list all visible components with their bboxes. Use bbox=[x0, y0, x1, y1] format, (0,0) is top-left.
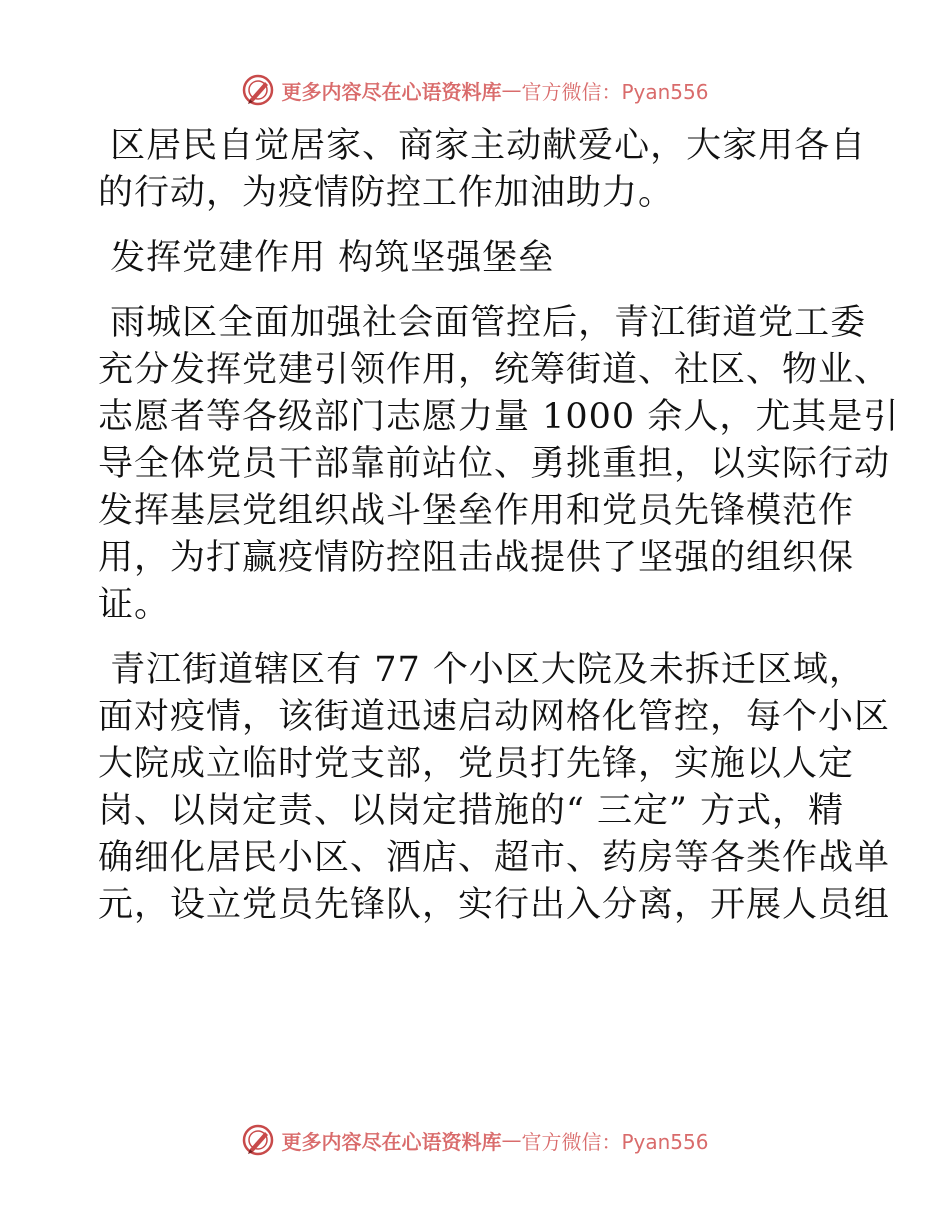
footer-banner bbox=[0, 1120, 950, 1160]
pen-logo-icon bbox=[241, 73, 275, 107]
para2-line-2: 充分发挥党建引领作用，统筹街道、社区、物业、 bbox=[98, 350, 891, 390]
section-heading: 发挥党建作用 构筑坚强堡垒 bbox=[98, 238, 555, 278]
para3-line-6: 元，设立党员先锋队，实行出入分离，开展人员组 bbox=[98, 885, 891, 925]
document-body bbox=[98, 123, 900, 929]
footer-site-text: 更多内容尽在心语资料库 bbox=[281, 1129, 502, 1154]
pen-logo-icon bbox=[241, 1123, 275, 1157]
header-dash: — bbox=[501, 78, 522, 102]
header-wechat-text: 官方微信：Pyan556 bbox=[521, 79, 709, 104]
header-banner bbox=[0, 70, 950, 110]
para3-line-2: 面对疫情，该街道迅速启动网格化管控，每个小区 bbox=[98, 697, 891, 737]
para3-line-3: 大院成立临时党支部，党员打先锋，实施以人定 bbox=[98, 744, 855, 784]
para2-line-3: 志愿者等各级部门志愿力量 1000 余人，尤其是引 bbox=[98, 397, 900, 437]
para3-line-1: 青江街道辖区有 77 个小区大院及未拆迁区域， bbox=[98, 650, 865, 690]
para1-line-2: 的行动，为疫情防控工作加油助力。 bbox=[98, 173, 675, 213]
header-site-text: 更多内容尽在心语资料库 bbox=[281, 79, 502, 104]
para3-line-4: 岗、以岗定责、以岗定措施的“ 三定” 方式，精 bbox=[98, 791, 845, 831]
para2-line-6: 用，为打赢疫情防控阻击战提供了坚强的组织保 bbox=[98, 538, 855, 578]
para2-line-4: 导全体党员干部靠前站位、勇挑重担，以实际行动 bbox=[98, 444, 891, 484]
para2-line-5: 发挥基层党组织战斗堡垒作用和党员先锋模范作 bbox=[98, 491, 855, 531]
footer-wechat-text: 官方微信：Pyan556 bbox=[521, 1129, 709, 1154]
footer-dash: — bbox=[501, 1128, 522, 1152]
para2-line-7: 证。 bbox=[98, 585, 171, 625]
para3-line-5: 确细化居民小区、酒店、超市、药房等各类作战单 bbox=[98, 838, 891, 878]
para1-line-1: 区居民自觉居家、商家主动献爱心，大家用各自 bbox=[98, 126, 867, 166]
para2-line-1: 雨城区全面加强社会面管控后，青江街道党工委 bbox=[98, 303, 867, 343]
